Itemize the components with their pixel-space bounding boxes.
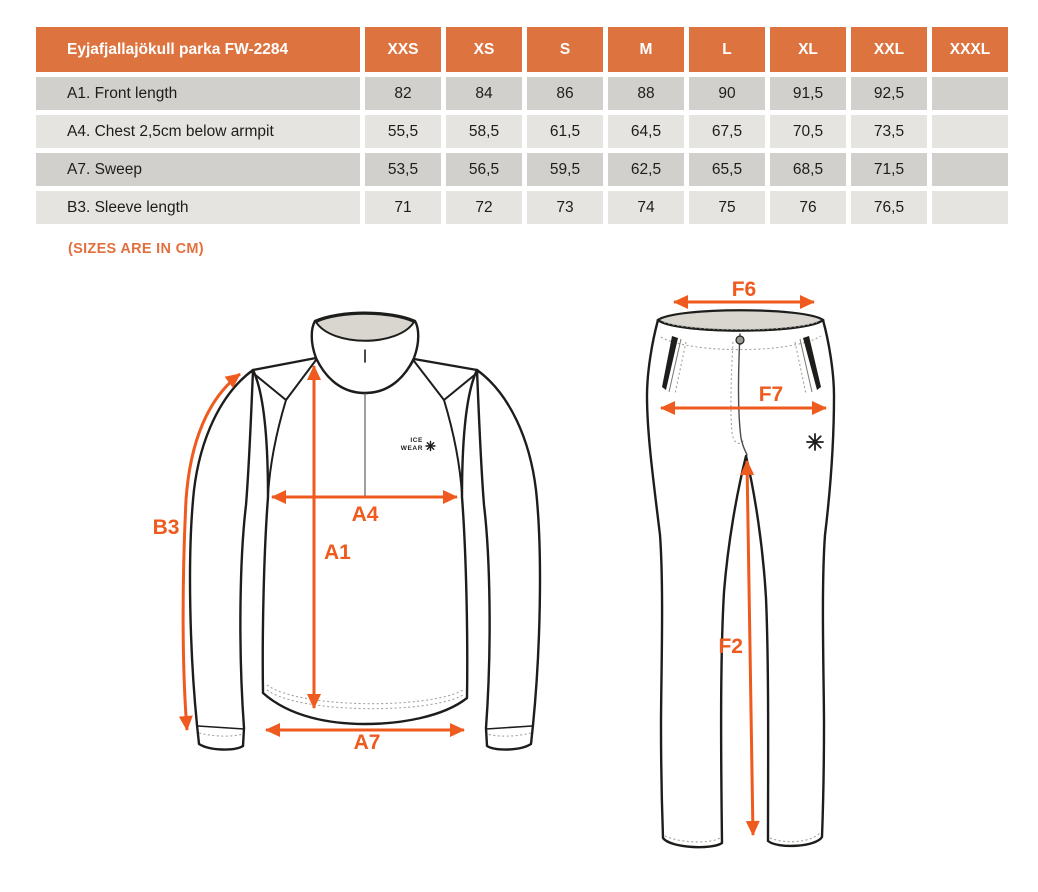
- jacket-left-sleeve: [190, 370, 253, 750]
- measure-arrow-f2: [747, 461, 753, 835]
- value-cell: 76,5: [851, 191, 927, 224]
- size-header-cell: XXL: [851, 27, 927, 72]
- measure-label-a4: A4: [351, 503, 379, 526]
- value-cell: [932, 77, 1008, 110]
- measure-label-b3: B3: [152, 516, 180, 539]
- value-cell: [932, 115, 1008, 148]
- size-header-cell: XXS: [365, 27, 441, 72]
- measure-label-f6: F6: [731, 280, 757, 301]
- value-cell: 65,5: [689, 153, 765, 186]
- size-header-cell: S: [527, 27, 603, 72]
- measure-label-a7: A7: [353, 731, 381, 754]
- value-cell: 67,5: [689, 115, 765, 148]
- value-cell: 68,5: [770, 153, 846, 186]
- value-cell: [932, 153, 1008, 186]
- value-cell: 73,5: [851, 115, 927, 148]
- sizes-unit-note: (SIZES ARE IN CM): [68, 241, 204, 257]
- pants-waist-opening: [658, 310, 823, 330]
- value-cell: 72: [446, 191, 522, 224]
- size-chart-table: [36, 27, 1008, 224]
- snowflake-icon: [426, 442, 435, 451]
- value-cell: 71,5: [851, 153, 927, 186]
- value-cell: [932, 191, 1008, 224]
- value-cell: 91,5: [770, 77, 846, 110]
- value-cell: 71: [365, 191, 441, 224]
- jacket-diagram: [140, 300, 580, 780]
- value-cell: 56,5: [446, 153, 522, 186]
- measure-label-f7: F7: [758, 383, 784, 406]
- pants-diagram: [620, 280, 960, 880]
- value-cell: 64,5: [608, 115, 684, 148]
- measure-label-f2: F2: [718, 635, 743, 658]
- value-cell: 75: [689, 191, 765, 224]
- snowflake-icon: [807, 434, 823, 450]
- value-cell: 61,5: [527, 115, 603, 148]
- value-cell: 88: [608, 77, 684, 110]
- value-cell: 62,5: [608, 153, 684, 186]
- value-cell: 82: [365, 77, 441, 110]
- value-cell: 86: [527, 77, 603, 110]
- size-header-cell: XL: [770, 27, 846, 72]
- value-cell: 90: [689, 77, 765, 110]
- pants-outline: [647, 320, 834, 847]
- value-cell: 55,5: [365, 115, 441, 148]
- row-label-cell: A7. Sweep: [36, 153, 360, 186]
- row-label-cell: A1. Front length: [36, 77, 360, 110]
- value-cell: 76: [770, 191, 846, 224]
- value-cell: 53,5: [365, 153, 441, 186]
- value-cell: 74: [608, 191, 684, 224]
- size-header-cell: XS: [446, 27, 522, 72]
- size-header-cell: L: [689, 27, 765, 72]
- row-label-cell: A4. Chest 2,5cm below armpit: [36, 115, 360, 148]
- product-name-cell: Eyjafjallajökull parka FW-2284: [36, 27, 360, 72]
- value-cell: 73: [527, 191, 603, 224]
- value-cell: 59,5: [527, 153, 603, 186]
- measure-label-a1: A1: [324, 541, 351, 564]
- svg-text:ICE: ICE: [410, 437, 423, 444]
- value-cell: 84: [446, 77, 522, 110]
- value-cell: 58,5: [446, 115, 522, 148]
- waist-button: [736, 336, 744, 344]
- row-label-cell: B3. Sleeve length: [36, 191, 360, 224]
- jacket-right-sleeve: [477, 370, 540, 750]
- value-cell: 92,5: [851, 77, 927, 110]
- size-header-cell: M: [608, 27, 684, 72]
- svg-text:WEAR: WEAR: [400, 445, 423, 452]
- value-cell: 70,5: [770, 115, 846, 148]
- size-header-cell: XXXL: [932, 27, 1008, 72]
